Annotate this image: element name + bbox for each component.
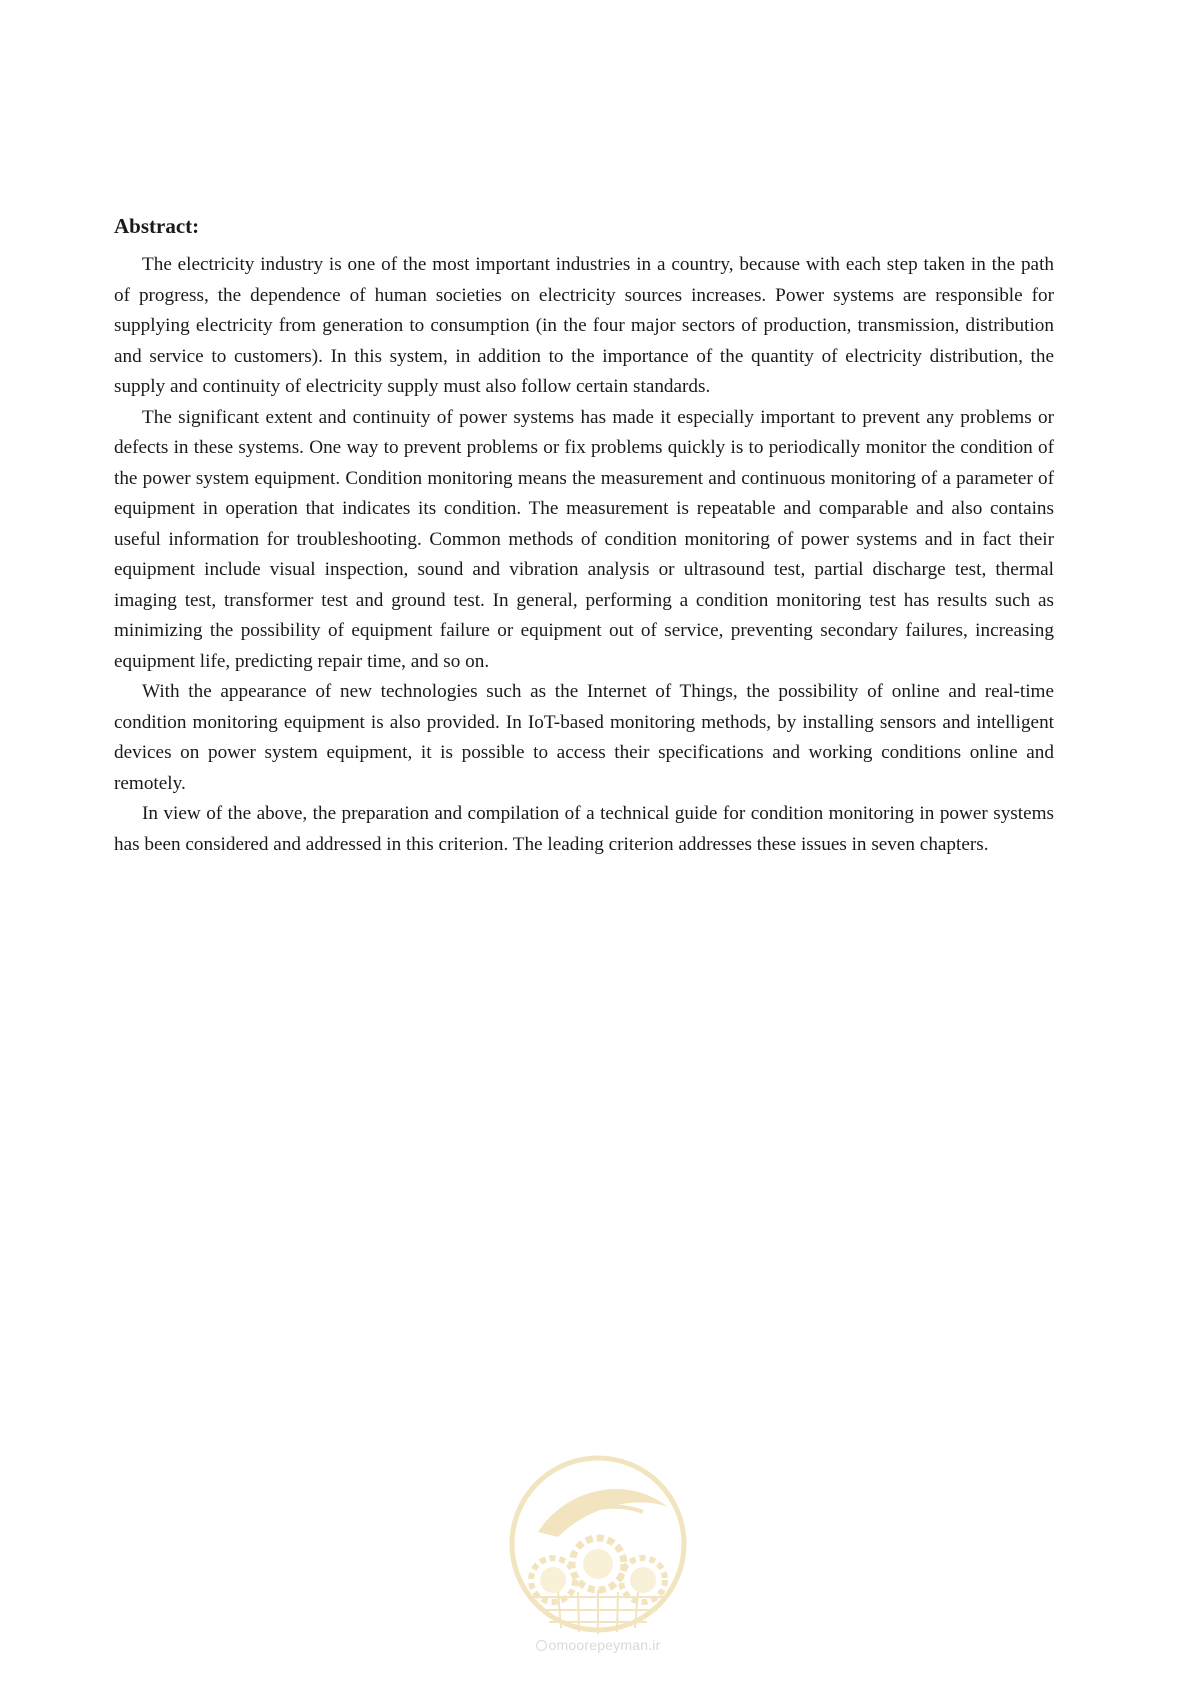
abstract-paragraph-1: The electricity industry is one of the most important industries in a country, because with each step taken in the path of progress, the dependence of human societies on electricity sources increases. Power systems are responsible for supplying electricity from generation to consumption (in the four major sectors of production, transmission, distribution and service to customers). In this system, in addition to the importance of the quantity of electricity distribution, the supply and continuity of electricity supply must also follow certain standards. [114, 254, 1054, 397]
watermark-url: omoorepeyman.ir [503, 1637, 693, 1653]
abstract-paragraph-3: With the appearance of new technologies such as the Internet of Things, the possibility of online and real-time condition monitoring equipment is also provided. In IoT-based monitoring methods, by installing sensors and intelligent devices on power system equipment, it is possible to access their specifications and working conditions online and remotely. [114, 681, 1054, 794]
watermark-seal-icon [503, 1452, 693, 1637]
abstract-paragraph-2: The significant extent and continuity of power systems has made it especially important to prevent any problems or defects in these systems. One way to prevent problems or fix problems quickly is to periodically monitor the condition of the power system equipment. Condition monitoring means the measurement and continuous monitoring of a parameter of equipment in operation that indicates its condition. The measurement is repeatable and comparable and also contains useful information for troubleshooting. Common methods of condition monitoring of power systems and in fact their equipment include visual inspection, sound and vibration analysis or ultrasound test, partial discharge test, thermal imaging test, transformer test and ground test. In general, performing a condition monitoring test has results such as minimizing the possibility of equipment failure or equipment out of service, preventing secondary failures, increasing equipment life, predicting repair time, and so on. [114, 406, 1054, 672]
abstract-section [114, 212, 1054, 860]
abstract-heading: Abstract: [114, 214, 200, 238]
abstract-paragraph-4: In view of the above, the preparation and compilation of a technical guide for condition monitoring in power systems has been considered and addressed in this criterion. The leading criterion addresses these issues in seven chapters. [114, 803, 1054, 855]
globe-icon [536, 1640, 547, 1651]
watermark-logo [503, 1452, 693, 1662]
